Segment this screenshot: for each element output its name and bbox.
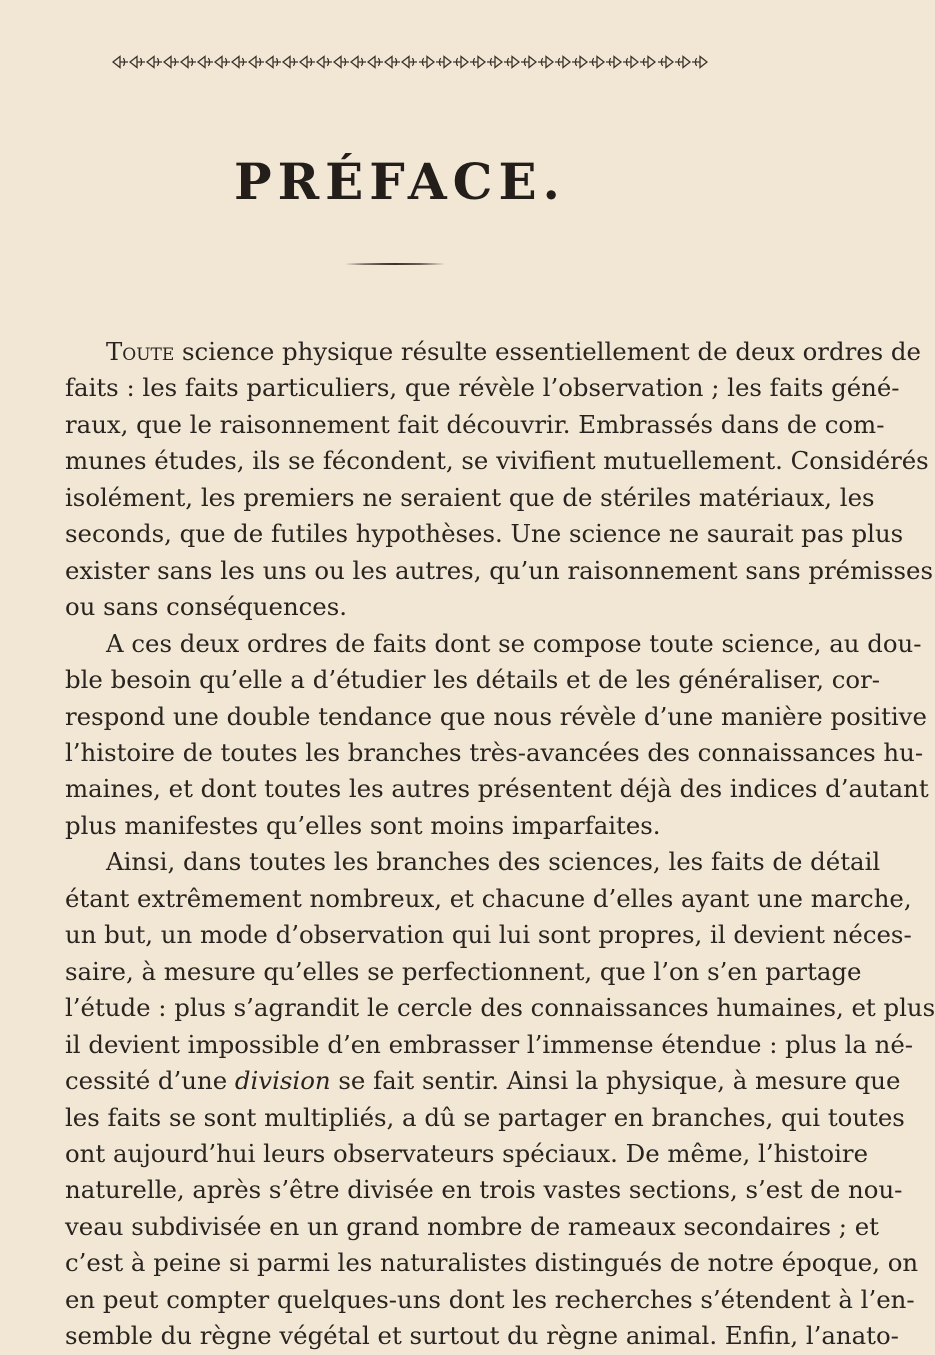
text-line: c’est à peine si parmi les naturalistes distingués de notre époque, on <box>65 1248 919 1278</box>
text-line: cessité d’une division se fait sentir. Ainsi la physique, à mesure que <box>65 1066 901 1096</box>
ornament-right-4 <box>486 55 503 69</box>
text-line: plus manifestes qu’elles sont moins imparfaites. <box>65 810 661 840</box>
ornament-right-14 <box>657 55 674 69</box>
ornament-left-5 <box>197 55 214 69</box>
ornament-right-13 <box>639 55 656 69</box>
text-line: les faits se sont multipliés, a dû se partager en branches, qui toutes <box>65 1102 905 1132</box>
ornament-right-15 <box>674 55 691 69</box>
ornament-left-17 <box>401 55 418 69</box>
ornament-left-8 <box>248 55 265 69</box>
ornament-left-4 <box>180 55 197 69</box>
preface-text <box>65 334 935 1355</box>
text-line: ou sans conséquences. <box>65 592 348 622</box>
ornament-left-13 <box>333 55 350 69</box>
ornament-right-0 <box>418 55 435 69</box>
ornament-left-16 <box>384 55 401 69</box>
text-line: saire, à mesure qu’elles se perfectionnent, que l’on s’en partage <box>65 956 862 986</box>
text-line: ont aujourd’hui leurs observateurs spéciaux. De même, l’histoire <box>65 1138 868 1168</box>
text-line: veau subdivisée en un grand nombre de rameaux secondaires ; et <box>65 1211 879 1241</box>
ornament-right-7 <box>537 55 554 69</box>
text-line: Toute science physique résulte essentiellement de deux ordres de <box>106 337 921 366</box>
ornament-right-3 <box>469 55 486 69</box>
ornament-left-0 <box>112 55 129 69</box>
ornament-left-9 <box>265 55 282 69</box>
text-line: étant extrêmement nombreux, et chacune d’elles ayant une marche, <box>65 883 912 913</box>
ornament-right-11 <box>605 55 622 69</box>
ornament-left-6 <box>214 55 231 69</box>
text-line: munes études, ils se fécondent, se vivifient mutuellement. Considérés <box>65 446 929 476</box>
text-line: maines, et dont toutes les autres présentent déjà des indices d’autant <box>65 774 929 804</box>
text-line: faits : les faits particuliers, que révèle l’observation ; les faits géné- <box>65 373 900 403</box>
ornament-right-8 <box>554 55 571 69</box>
ornament-left-2 <box>146 55 163 69</box>
ornament-left-15 <box>367 55 384 69</box>
text-line: en peut compter quelques-uns dont les recherches s’étendent à l’en- <box>65 1284 915 1314</box>
ornament-right-10 <box>588 55 605 69</box>
ornament-right-2 <box>452 55 469 69</box>
text-line: semble du règne végétal et surtout du règne animal. Enfin, l’anato- <box>65 1321 899 1351</box>
text-line: Ainsi, dans toutes les branches des sciences, les faits de détail <box>106 847 881 877</box>
ornament-right-6 <box>520 55 537 69</box>
ornament-left-12 <box>316 55 333 69</box>
page-title: PRÉFACE. <box>234 152 566 211</box>
title-rule <box>345 262 445 266</box>
text-line: seconds, que de futiles hypothèses. Une science ne saurait pas plus <box>65 519 904 549</box>
text-line: il devient impossible d’en embrasser l’immense étendue : plus la né- <box>65 1029 914 1059</box>
ornament-left-10 <box>282 55 299 69</box>
ornament-left-7 <box>231 55 248 69</box>
ornament-right-16 <box>691 55 708 69</box>
ornament-left-11 <box>299 55 316 69</box>
text-line: un but, un mode d’observation qui lui sont propres, il devient néces- <box>65 920 912 950</box>
ornament-right-9 <box>571 55 588 69</box>
text-line: A ces deux ordres de faits dont se compose toute science, au dou- <box>106 628 922 658</box>
text-line: respond une double tendance que nous révèle d’une manière positive <box>65 701 927 731</box>
text-line: isolément, les premiers ne seraient que de stériles matériaux, les <box>65 482 875 512</box>
text-line: naturelle, après s’être divisée en trois vastes sections, s’est de nou- <box>65 1175 903 1205</box>
text-line: l’histoire de toutes les branches très-avancées des connaissances hu- <box>65 737 924 767</box>
ornament-left-3 <box>163 55 180 69</box>
ornament-left-1 <box>129 55 146 69</box>
ornament-right-1 <box>435 55 452 69</box>
text-line: raux, que le raisonnement fait découvrir. Embrassés dans de com- <box>65 409 885 439</box>
ornament-right-5 <box>503 55 520 69</box>
ornament-right-12 <box>622 55 639 69</box>
ornament-left-14 <box>350 55 367 69</box>
text-line: exister sans les uns ou les autres, qu’un raisonnement sans prémisses <box>65 555 933 585</box>
header-ornament <box>112 52 708 72</box>
text-line: l’étude : plus s’agrandit le cercle des connaissances humaines, et plus <box>65 993 935 1023</box>
text-line: ble besoin qu’elle a d’étudier les détails et de les généraliser, cor- <box>65 665 881 695</box>
